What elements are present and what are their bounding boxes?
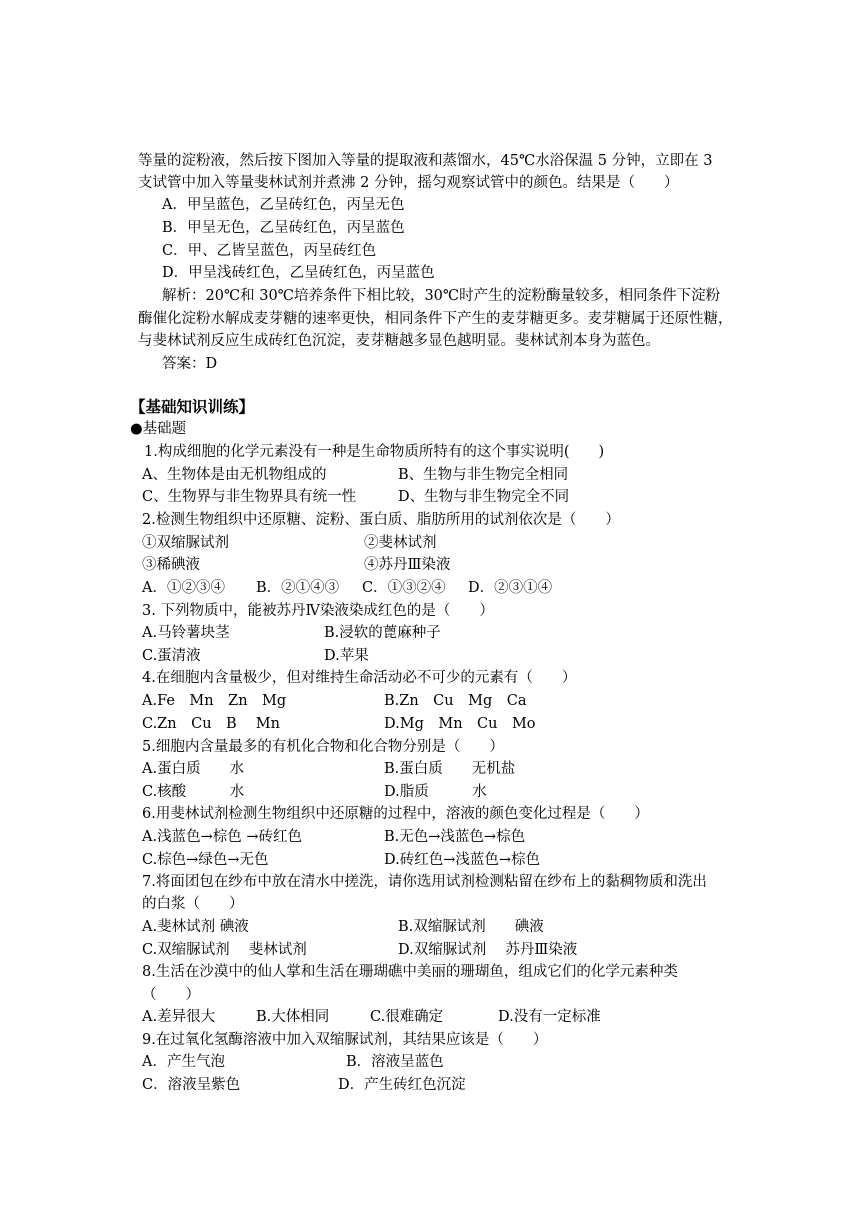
q2-option-b: B．②①④③ bbox=[256, 580, 340, 596]
q4-option-d: D.Mg Mn Cu Mo bbox=[384, 716, 536, 732]
q9-option-a: A．产生气泡 bbox=[142, 1054, 225, 1070]
q1-option-b: B、生物与非生物完全相同 bbox=[398, 467, 569, 483]
q2-reagent-4: ④苏丹Ⅲ染液 bbox=[364, 557, 451, 573]
q2-reagent-2: ②斐林试剂 bbox=[364, 535, 437, 551]
section-subtitle: ●基础题 bbox=[130, 421, 187, 437]
q6-stem: 6.用斐林试剂检测生物组织中还原糖的过程中，溶液的颜色变化过程是（ ） bbox=[142, 806, 649, 822]
intro-line-1: 等量的淀粉液，然后按下图加入等量的提取液和蒸馏水，45℃水浴保温 5 分钟，立即在 3 bbox=[138, 153, 713, 169]
analysis-line-1: 解析：20℃和 30℃培养条件下相比较，30℃时产生的淀粉酶量较多，相同条件下淀粉 bbox=[162, 288, 721, 304]
q7-stem-line-2: 的白浆（ ） bbox=[142, 896, 244, 912]
q6-option-d: D.砖红色→浅蓝色→棕色 bbox=[384, 852, 541, 868]
q7-option-d: D.双缩脲试剂 苏丹Ⅲ染液 bbox=[398, 942, 578, 958]
q5-stem: 5.细胞内含量最多的有机化合物和化合物分别是（ ） bbox=[142, 739, 504, 755]
intro-option-b: B．甲呈无色，乙呈砖红色，丙呈蓝色 bbox=[162, 220, 405, 236]
q2-stem: 2.检测生物组织中还原糖、淀粉、蛋白质、脂肪所用的试剂依次是（ ） bbox=[142, 512, 620, 528]
q9-options-row-2 bbox=[142, 1074, 466, 1162]
q8-option-b: B.大体相同 bbox=[256, 1009, 330, 1025]
q4-option-c: C.Zn Cu B Mn bbox=[142, 716, 280, 732]
q3-option-c: C.蛋清液 bbox=[142, 648, 201, 664]
q1-option-d: D、生物与非生物完全不同 bbox=[398, 489, 570, 505]
q5-option-a: A.蛋白质 水 bbox=[142, 761, 245, 777]
q6-option-a: A.浅蓝色→棕色 →砖红色 bbox=[142, 829, 302, 845]
q6-option-b: B.无色→浅蓝色→棕色 bbox=[384, 829, 526, 845]
q8-option-a: A.差异很大 bbox=[142, 1009, 216, 1025]
intro-option-c: C．甲、乙皆呈蓝色，丙呈砖红色 bbox=[162, 243, 377, 259]
q5-option-d: D.脂质 水 bbox=[384, 784, 487, 800]
q3-option-b: B.浸软的蓖麻种子 bbox=[324, 625, 441, 641]
q3-option-a: A.马铃薯块茎 bbox=[142, 625, 230, 641]
q8-option-d: D.没有一定标准 bbox=[498, 1009, 601, 1025]
q1-option-c: C、生物界与非生物界具有统一性 bbox=[142, 489, 357, 505]
q2-reagent-3: ③稀碘液 bbox=[142, 557, 200, 573]
q8-stem-line-2: （ ） bbox=[142, 987, 200, 1003]
q2-reagent-1: ①双缩脲试剂 bbox=[142, 535, 229, 551]
q9-option-d: D．产生砖红色沉淀 bbox=[338, 1077, 466, 1093]
q7-stem-line-1: 7.将面团包在纱布中放在清水中搓洗，请你选用试剂检测粘留在纱布上的黏稠物质和洗出 bbox=[142, 874, 707, 890]
q1-option-a: A、生物体是由无机物组成的 bbox=[142, 467, 327, 483]
q8-option-c: C.很难确定 bbox=[370, 1009, 444, 1025]
q9-option-b: B．溶液呈蓝色 bbox=[346, 1054, 444, 1070]
q3-option-d: D.苹果 bbox=[324, 648, 369, 664]
q8-stem-line-1: 8.生活在沙漠中的仙人掌和生活在珊瑚礁中美丽的珊瑚鱼，组成它们的化学元素种类 bbox=[142, 964, 678, 980]
q7-option-c: C.双缩脲试剂 斐林试剂 bbox=[142, 942, 307, 958]
answer-line: 答案：D bbox=[162, 356, 218, 372]
q3-stem: 3. 下列物质中，能被苏丹Ⅳ染液染成红色的是（ ） bbox=[142, 603, 494, 619]
q7-option-a: A.斐林试剂 碘液 bbox=[142, 919, 249, 935]
q4-option-a: A.Fe Mn Zn Mg bbox=[142, 693, 287, 709]
q6-option-c: C.棕色→绿色→无色 bbox=[142, 852, 269, 868]
q2-option-a: A．①②③④ bbox=[142, 580, 225, 596]
q1-stem: 1.构成细胞的化学元素没有一种是生命物质所特有的这个事实说明( ) bbox=[144, 444, 605, 460]
intro-line-2: 支试管中加入等量斐林试剂并煮沸 2 分钟，摇匀观察试管中的颜色。结果是（ ） bbox=[138, 175, 679, 191]
analysis-line-2: 酶催化淀粉水解成麦芽糖的速率更快，相同条件下产生的麦芽糖更多。麦芽糖属于还原性糖， bbox=[138, 311, 733, 327]
q5-option-b: B.蛋白质 无机盐 bbox=[384, 761, 516, 777]
analysis-line-3: 与斐林试剂反应生成砖红色沉淀，麦芽糖越多显色越明显。斐林试剂本身为蓝色。 bbox=[138, 333, 660, 349]
q7-option-b: B.双缩脲试剂 碘液 bbox=[398, 919, 544, 935]
section-title: 【基础知识训练】 bbox=[130, 397, 255, 416]
q5-option-c: C.核酸 水 bbox=[142, 784, 245, 800]
intro-option-a: A．甲呈蓝色，乙呈砖红色，丙呈无色 bbox=[162, 197, 405, 213]
intro-option-d: D．甲呈浅砖红色，乙呈砖红色，丙呈蓝色 bbox=[162, 265, 435, 281]
q4-stem: 4.在细胞内含量极少，但对维持生命活动必不可少的元素有（ ） bbox=[142, 670, 577, 686]
q2-option-d: D．②③①④ bbox=[468, 580, 553, 596]
q4-option-b: B.Zn Cu Mg Ca bbox=[384, 693, 527, 709]
q9-stem: 9.在过氧化氢酶溶液中加入双缩脲试剂，其结果应该是（ ） bbox=[142, 1032, 548, 1048]
q9-option-c: C．溶液呈紫色 bbox=[142, 1077, 241, 1093]
q2-option-c: C．①③②④ bbox=[362, 580, 446, 596]
